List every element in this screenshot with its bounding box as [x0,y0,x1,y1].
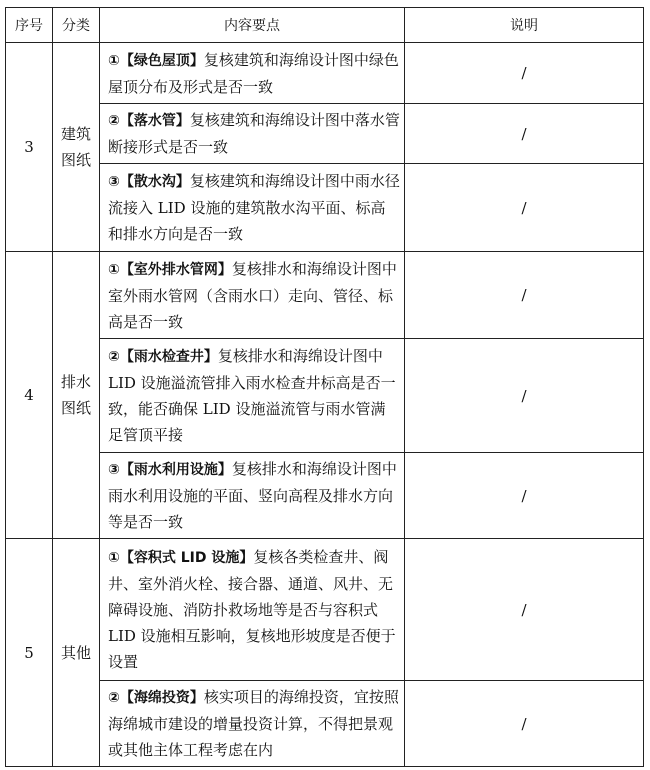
group-index: 3 [6,43,53,252]
content-cell [100,43,405,104]
note-cell: / [405,104,644,164]
content-cell [100,104,405,164]
table-row [6,43,644,104]
group-category [53,252,100,539]
item-text: 复核建筑和海绵设计图中雨水径流接入 LID 设施的建筑散水沟平面、标高和排水方向是否一致 [108,172,400,243]
table-row [6,539,644,681]
content-cell [100,164,405,252]
table-row [6,252,644,339]
item-marker: ② [108,113,120,129]
item-text: 复核建筑和海绵设计图中绿色屋顶分布及形式是否一致 [108,50,399,96]
item-marker: ② [108,349,120,365]
item-title: 【海绵投资】 [119,690,204,706]
table-row [6,164,644,252]
item-title: 【绿色屋顶】 [119,52,204,69]
item-marker: ③ [108,462,120,478]
item-marker: ② [108,690,120,706]
item-marker: ① [108,261,120,278]
item-title: 【落水管】 [119,113,190,129]
review-table [5,7,644,767]
item-text: 核实项目的海绵投资，宜按照海绵城市建设的增量投资计算，不得把景观或其他主体工程考虑在内 [108,688,399,759]
header-content: 内容要点 [100,8,405,43]
note-cell: / [405,164,644,252]
group-index: 4 [6,252,53,539]
item-text: 复核排水和海绵设计图中 LID 设施溢流管排入雨水检查井标高是否一致，能否确保 LID 设施溢流管与雨水管满足管顶平接 [108,347,396,444]
content-cell [100,681,405,767]
item-title: 【雨水利用设施】 [119,462,232,478]
table-row [6,339,644,453]
table-row [6,104,644,164]
note-cell: / [405,539,644,681]
content-cell [100,453,405,539]
table-row [6,681,644,767]
category-line: 图纸 [60,399,91,417]
note-cell: / [405,252,644,339]
group-category [53,539,100,767]
header-note: 说明 [405,8,644,43]
header-category: 分类 [53,8,100,43]
item-title: 【雨水检查井】 [119,349,218,365]
item-marker: ① [108,550,120,566]
category-line: 建筑 [60,125,91,143]
note-cell: / [405,339,644,453]
item-title: 【容积式 LID 设施】 [119,550,254,566]
group-category [53,43,100,252]
category-line: 排水 [60,373,91,391]
note-cell: / [405,453,644,539]
item-text: 复核排水和海绵设计图中雨水利用设施的平面、竖向高程及排水方向等是否一致 [108,460,397,531]
item-title: 【室外排水管网】 [119,261,232,278]
item-marker: ① [108,52,120,69]
content-cell [100,539,405,681]
content-cell [100,252,405,339]
content-cell [100,339,405,453]
item-text: 复核建筑和海绵设计图中落水管断接形式是否一致 [108,111,400,156]
table-row [6,453,644,539]
category-line: 其他 [60,643,91,662]
item-marker: ③ [108,174,120,190]
note-cell: / [405,681,644,767]
item-title: 【散水沟】 [119,174,190,190]
item-text: 复核各类检查井、阀井、室外消火栓、接合器、通道、风井、无障碍设施、消防扑救场地等是否与容积式 LID 设施相互影响，复核地形坡度是否便于设置 [108,548,396,671]
header-index: 序号 [6,8,53,43]
category-line: 图纸 [60,151,91,169]
item-text: 复核排水和海绵设计图中室外雨水管网（含雨水口）走向、管径、标高是否一致 [108,259,397,331]
group-index: 5 [6,539,53,767]
note-cell: / [405,43,644,104]
header-row [6,8,644,43]
